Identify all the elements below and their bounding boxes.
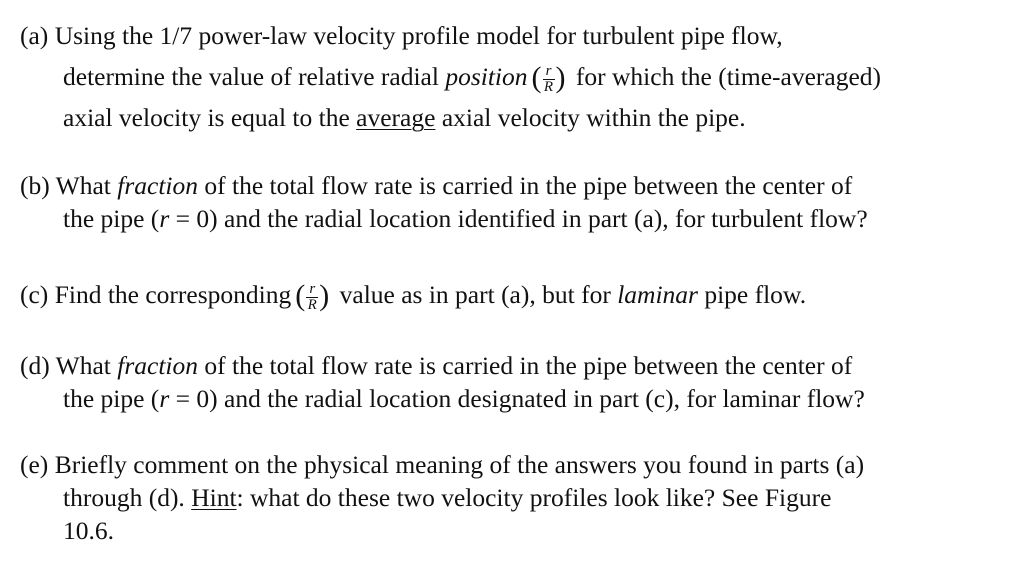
part-d-line-2: [20, 382, 1010, 415]
part-a-text-3: for which the (time-averaged): [575, 62, 882, 91]
part-b-emphasis-fraction: fraction: [117, 171, 199, 200]
part-d-line-1: [20, 349, 1010, 382]
part-a-label: (a): [20, 21, 49, 50]
fraction-denominator: R: [307, 296, 317, 313]
part-a: [20, 19, 1010, 134]
part-a-text-5: axial velocity within the pipe.: [441, 103, 746, 132]
part-b-line-2: [20, 202, 1010, 235]
part-c-text-2: value as in part (a), but for: [339, 280, 611, 309]
part-a-line-1: [20, 19, 1010, 52]
part-b-text-3: the pipe (: [63, 204, 160, 233]
part-a-line-2: [20, 60, 1010, 93]
part-d-text-4: = 0) and the radial location designated in part (c), for laminar flow?: [169, 384, 865, 413]
part-c: [20, 278, 1010, 311]
part-d: [20, 349, 1010, 415]
part-a-line-3: [20, 101, 1010, 134]
part-d-var-r: r: [159, 384, 170, 413]
part-d-text-1: What: [55, 351, 111, 380]
part-b-var-r: r: [159, 204, 170, 233]
part-c-emphasis-laminar: laminar: [617, 280, 698, 309]
part-d-emphasis-fraction: fraction: [117, 351, 199, 380]
part-b-label: (b): [20, 171, 50, 200]
part-b-text-1: What: [55, 171, 111, 200]
part-a-text-2: determine the value of relative radial: [63, 62, 439, 91]
part-a-underline-average: average: [356, 103, 436, 132]
part-a-emphasis-position: position: [445, 62, 528, 91]
fraction-denominator: R: [543, 78, 554, 95]
fraction-numerator: r: [309, 280, 316, 297]
part-c-line-1: [20, 278, 1010, 311]
part-b-text-2: of the total flow rate is carried in the pipe between the center of: [204, 171, 853, 200]
part-e: [20, 448, 1010, 547]
part-e-text-1: Briefly comment on the physical meaning of the answers you found in parts (a): [54, 450, 865, 479]
fraction-numerator: r: [545, 62, 552, 79]
part-d-label: (d): [20, 351, 50, 380]
part-e-line-1: [20, 448, 1010, 481]
part-c-label: (c): [20, 280, 49, 309]
part-e-text-3: : what do these two velocity profiles look like? See Figure: [236, 483, 832, 512]
part-c-text-3: pipe flow.: [704, 280, 807, 309]
part-e-line-2: [20, 481, 1010, 514]
part-c-text-1: Find the corresponding: [54, 280, 292, 309]
part-e-text-4: 10.6.: [63, 516, 114, 545]
part-b: [20, 169, 1010, 235]
part-d-text-2: of the total flow rate is carried in the pipe between the center of: [204, 351, 853, 380]
fraction-r-over-R: ( r R ): [295, 278, 330, 313]
part-b-text-4: = 0) and the radial location identified in part (a), for turbulent flow?: [169, 204, 868, 233]
part-d-text-3: the pipe (: [63, 384, 160, 413]
part-e-underline-hint: Hint: [191, 483, 237, 512]
part-e-label: (e): [20, 450, 49, 479]
part-a-text-1: Using the 1/7 power-law velocity profile model for turbulent pipe flow,: [54, 21, 783, 50]
part-e-line-3: [20, 514, 1010, 547]
part-a-text-4: axial velocity is equal to the: [63, 103, 350, 132]
part-b-line-1: [20, 169, 1010, 202]
fraction-r-over-R: ( r R ): [531, 60, 566, 95]
part-e-text-2: through (d).: [63, 483, 185, 512]
